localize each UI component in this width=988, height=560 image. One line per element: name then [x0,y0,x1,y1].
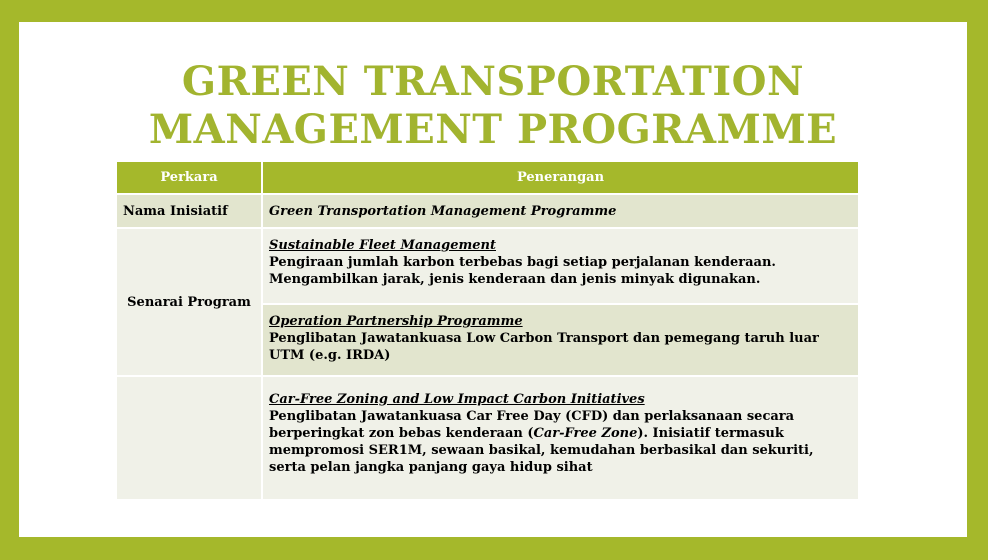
header-penerangan: Penerangan [262,161,859,194]
slide [19,22,967,537]
program-1-desc: Pengiraan jumlah karbon terbebas bagi setiap perjalanan kenderaan. Mengambilkan jarak, jenis kenderaan dan jenis minyak digunakan. [269,255,776,287]
table-row-program-1 [116,228,859,304]
header-perkara: Perkara [116,161,262,194]
info-table [115,160,860,501]
program-2-title: Operation Partnership Programme [269,314,523,329]
program-2-desc: Penglibatan Jawatankuasa Low Carbon Transport dan pemegang taruh luar UTM (e.g. IRDA) [269,331,819,363]
nama-inisiatif-value: Green Transportation Management Programme [262,194,859,228]
program-3-desc-part2: ). Inisiatif termasuk mempromosi SER1M, sewaan basikal, kemudahan berbasikal dan sekuriti, serta pelan jangka panjang gaya hidup sihat [269,426,814,475]
empty-cell [116,376,262,500]
senarai-program-label: Senarai Program [116,228,262,376]
program-1-title: Sustainable Fleet Management [269,238,496,253]
table-header-row [116,161,859,194]
title-line-2: MANAGEMENT PROGRAMME [148,106,838,153]
nama-inisiatif-label: Nama Inisiatif [116,194,262,228]
page-title [19,58,967,154]
program-3-title: Car-Free Zoning and Low Impact Carbon Initiatives [269,392,645,407]
title-line-1: GREEN TRANSPORTATION [181,58,805,105]
program-3-desc-italic: Car-Free Zone [533,426,638,441]
program-3-cell [262,376,859,500]
program-2-cell [262,304,859,376]
table-row-nama [116,194,859,228]
program-1-cell [262,228,859,304]
program-3-desc-part1: Penglibatan Jawatankuasa Car Free Day (CFD) dan perlaksanaan secara berperingkat zon bebas kenderaan ( [269,409,795,441]
table-row-program-3 [116,376,859,500]
program-3-desc [269,408,852,476]
